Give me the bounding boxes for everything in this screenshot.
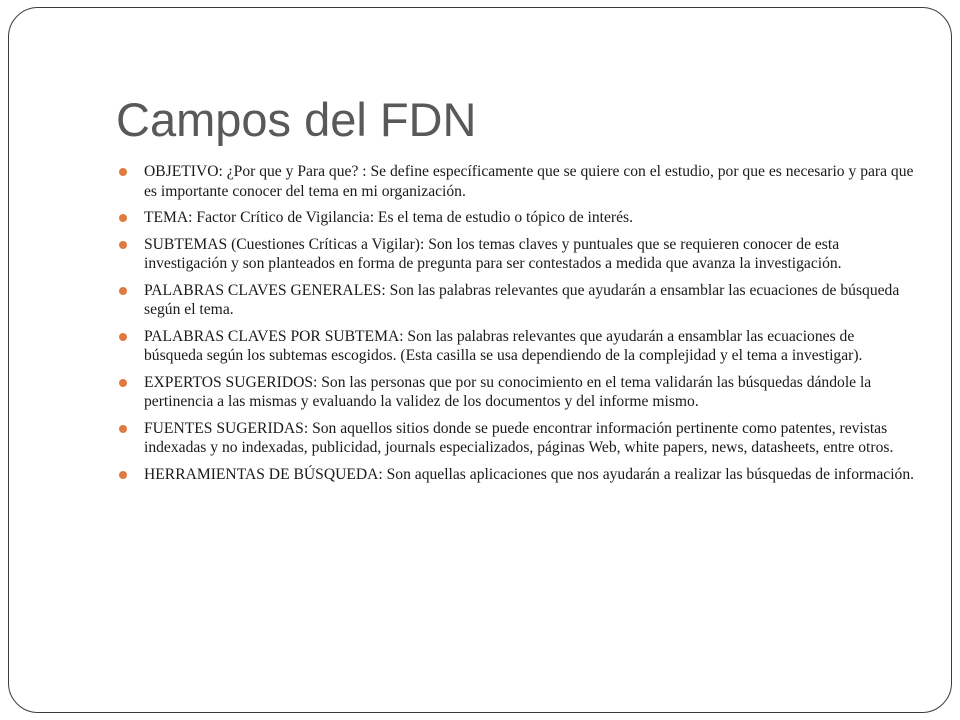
- bullet-text: TEMA: Factor Crítico de Vigilancia: Es el tema de estudio o tópico de interés.: [144, 209, 633, 226]
- bullet-item-palabras-claves-generales: [116, 281, 916, 320]
- bullet-dot-icon: [119, 214, 127, 222]
- bullet-text: OBJETIVO: ¿Por que y Para que? : Se define específicamente que se quiere con el estudio, por que es necesario y para que es importante conocer del tema en mi organización.: [144, 163, 914, 200]
- bullet-dot-icon: [119, 379, 127, 387]
- bullet-text: SUBTEMAS (Cuestiones Críticas a Vigilar): Son los temas claves y puntuales que se requieren conocer de esta investigación y son planteados en forma de pregunta para ser contestados a medida que avanza la investigación.: [144, 235, 842, 272]
- bullet-list: [116, 162, 916, 491]
- bullet-text: PALABRAS CLAVES GENERALES: Son las palabras relevantes que ayudarán a ensamblar las ecuaciones de búsqueda según el tema.: [144, 281, 900, 318]
- bullet-text: EXPERTOS SUGERIDOS: Son las personas que por su conocimiento en el tema validarán las búsquedas dándole la pertinencia a las mismas y evaluando la validez de los documentos y del informe mismo.: [144, 373, 872, 410]
- bullet-text: FUENTES SUGERIDAS: Son aquellos sitios donde se puede encontrar información pertinente como patentes, revistas indexadas y no indexadas, publicidad, journals especializados, páginas Web, white papers, news, datasheets, entre otros.: [144, 419, 894, 456]
- bullet-item-tema: [116, 208, 916, 228]
- bullet-item-palabras-claves-por-subtema: [116, 327, 916, 366]
- bullet-dot-icon: [119, 168, 127, 176]
- bullet-dot-icon: [119, 471, 127, 479]
- bullet-text: PALABRAS CLAVES POR SUBTEMA: Son las palabras relevantes que ayudarán a ensamblar las ecuaciones de búsqueda según los subtemas escogidos. (Esta casilla se usa dependiendo de la complejidad y el tema a investigar).: [144, 327, 863, 364]
- bullet-dot-icon: [119, 241, 127, 249]
- bullet-item-expertos-sugeridos: [116, 373, 916, 412]
- slide-title: Campos del FDN: [116, 93, 477, 146]
- bullet-dot-icon: [119, 425, 127, 433]
- bullet-dot-icon: [119, 333, 127, 341]
- bullet-text: HERRAMIENTAS DE BÚSQUEDA: Son aquellas aplicaciones que nos ayudarán a realizar las búsquedas de información.: [144, 465, 915, 483]
- bullet-item-fuentes-sugeridas: [116, 419, 916, 458]
- bullet-dot-icon: [119, 287, 127, 295]
- bullet-item-herramientas-de-busqueda: [116, 465, 916, 485]
- bullet-item-subtemas: [116, 235, 916, 274]
- bullet-item-objetivo: [116, 162, 916, 201]
- slide-frame: [8, 7, 952, 713]
